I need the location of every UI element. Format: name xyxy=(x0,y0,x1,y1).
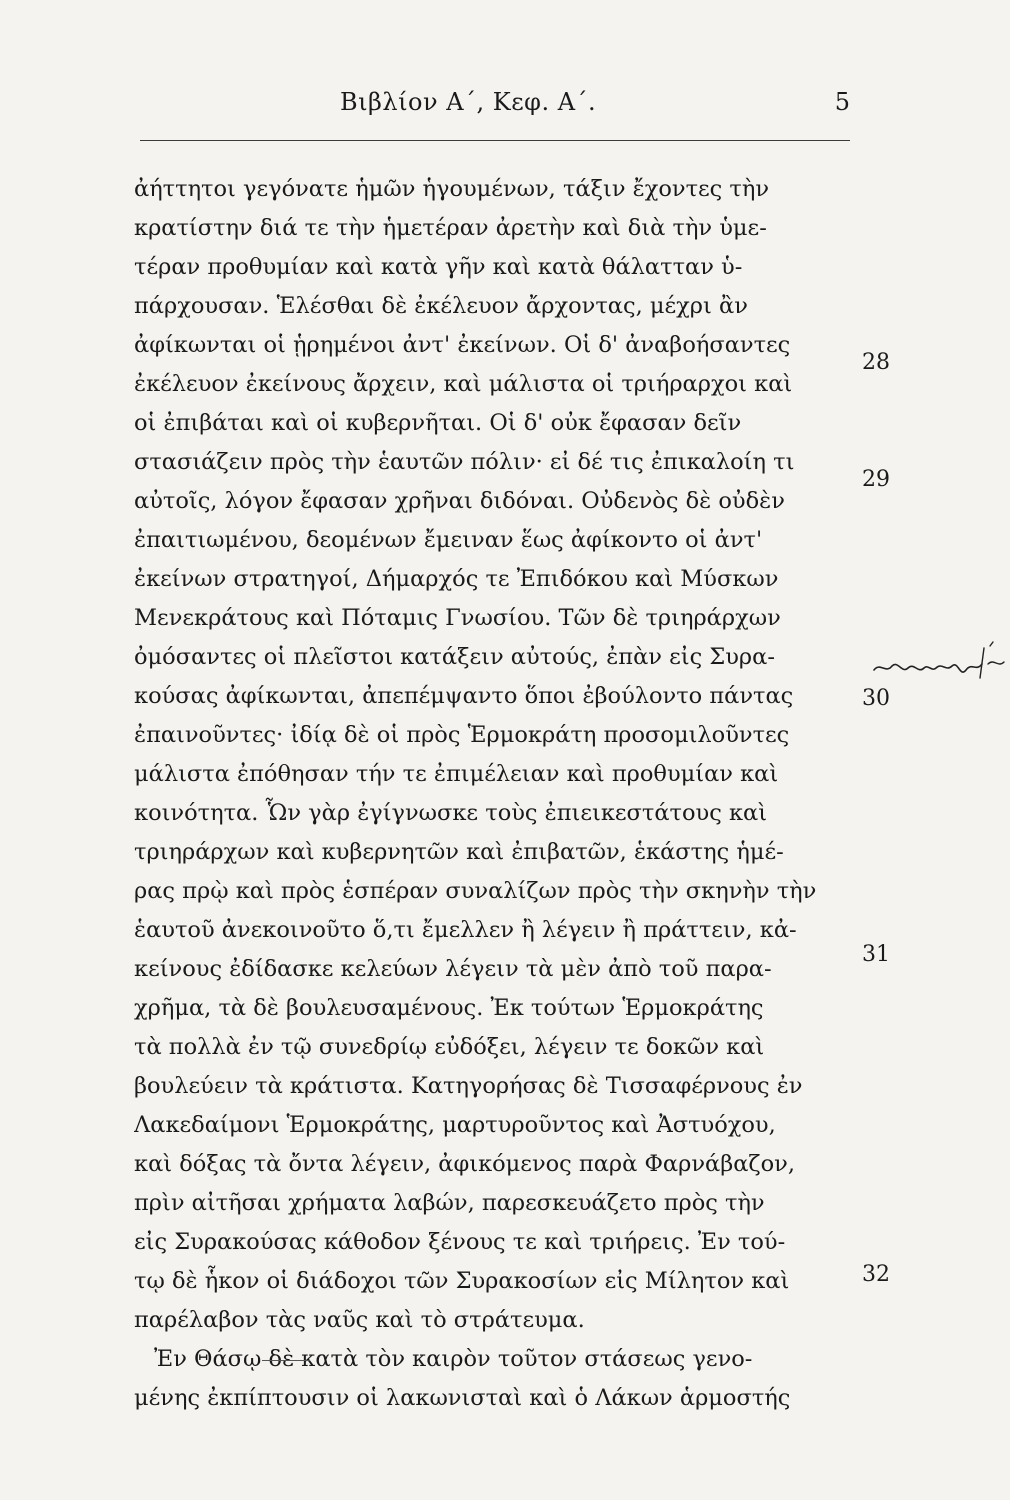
text-line: στασιάζειν πρὸς τὴν ἑαυτῶν πόλιν· εἰ δέ τις ἐπικαλοίη τι xyxy=(134,449,795,475)
page-header xyxy=(130,88,850,128)
text-line: ἐπαιτιωμένου, δεομένων ἔμειναν ἕως ἀφίκοντο οἱ ἀντ' xyxy=(134,527,763,553)
text-line: κοινότητα. Ὧν γὰρ ἐγίγνωσκε τοὺς ἐπιεικεστάτους καὶ xyxy=(134,800,768,826)
text-line: ὀμόσαντες οἱ πλεῖστοι κατάξειν αὐτούς, ἐπὰν εἰς Συρα- xyxy=(134,644,775,670)
header-rule xyxy=(140,140,850,141)
page-number: 5 xyxy=(834,88,850,116)
section-number: 32 xyxy=(862,1262,890,1287)
text-line: μένης ἐκπίπτουσιν οἱ λακωνισταὶ καὶ ὁ Λάκων ἁρμοστής xyxy=(134,1385,791,1411)
section-number: 31 xyxy=(862,942,890,967)
section-number: 30 xyxy=(862,686,890,711)
text-line: ἑαυτοῦ ἀνεκοινοῦτο ὅ,τι ἔμελλεν ἢ λέγειν ἢ πράττειν, κἀ- xyxy=(134,917,797,943)
text-line: Ἐν Θάσῳ δὲ κατὰ τὸν καιρὸν τοῦτον στάσεως γενο- xyxy=(154,1346,753,1372)
text-line: ἐπαινοῦντες· ἰδίᾳ δὲ οἱ πρὸς Ἑρμοκράτη προσομιλοῦντες xyxy=(134,722,790,748)
text-line: βουλεύειν τὰ κράτιστα. Κατηγορήσας δὲ Τισσαφέρνους ἐν xyxy=(134,1073,803,1099)
text-line: τέραν προθυμίαν καὶ κατὰ γῆν καὶ κατὰ θάλατταν ὑ- xyxy=(134,254,743,280)
section-number: 28 xyxy=(862,350,890,375)
text-line: τὰ πολλὰ ἐν τῷ συνεδρίῳ εὐδόξει, λέγειν τε δοκῶν καὶ xyxy=(134,1034,765,1060)
text-line: ἀφίκωνται οἱ ᾑρημένοι ἀντ' ἐκείνων. Οἱ δ' ἀναβοήσαντες xyxy=(134,332,791,358)
text-line: πρὶν αἰτῆσαι χρήματα λαβών, παρεσκευάζετο πρὸς τὴν xyxy=(134,1190,765,1216)
running-title: Βιβλίον Α΄, Κεφ. Α΄. xyxy=(340,88,597,116)
text-line: πάρχουσαν. Ἑλέσθαι δὲ ἐκέλευον ἄρχοντας, μέχρι ἂν xyxy=(134,293,748,319)
text-line: οἱ ἐπιβάται καὶ οἱ κυβερνῆται. Οἱ δ' οὐκ ἔφασαν δεῖν xyxy=(134,410,742,436)
text-line: ἀήττητοι γεγόνατε ἡμῶν ἡγουμένων, τάξιν ἔχοντες τὴν xyxy=(134,176,770,202)
handwritten-annotation xyxy=(872,638,1010,688)
body-text xyxy=(134,170,854,1418)
text-line: κούσας ἀφίκωνται, ἀπεπέμψαντο ὅποι ἐβούλοντο πάντας xyxy=(134,683,794,709)
text-line: εἰς Συρακούσας κάθοδον ξένους τε καὶ τριήρεις. Ἐν τού- xyxy=(134,1229,786,1255)
text-line: τριηράρχων καὶ κυβερνητῶν καὶ ἐπιβατῶν, ἑκάστης ἡμέ- xyxy=(134,839,784,865)
text-line: ρας πρῲ καὶ πρὸς ἑσπέραν συναλίζων πρὸς τὴν σκηνὴν τὴν xyxy=(134,878,817,904)
text-line: αὐτοῖς, λόγον ἔφασαν χρῆναι διδόναι. Οὐδενὸς δὲ οὐδὲν xyxy=(134,488,785,514)
section-number: 29 xyxy=(862,467,890,492)
text-line: κρατίστην διά τε τὴν ἡμετέραν ἀρετὴν καὶ διὰ τὴν ὑμε- xyxy=(134,215,767,241)
text-line: χρῆμα, τὰ δὲ βουλευσαμένους. Ἐκ τούτων Ἑρμοκράτης xyxy=(134,995,764,1021)
text-line: μάλιστα ἐπόθησαν τήν τε ἐπιμέλειαν καὶ προθυμίαν καὶ xyxy=(134,761,779,787)
section-numbers xyxy=(862,0,922,1500)
text-line: παρέλαβον τὰς ναῦς καὶ τὸ στράτευμα. xyxy=(134,1307,585,1333)
text-line: ἐκέλευον ἐκείνους ἄρχειν, καὶ μάλιστα οἱ τριήραρχοι καὶ xyxy=(134,371,793,397)
text-line: ἐκείνων στρατηγοί, Δήμαρχός τε Ἐπιδόκου καὶ Μύσκων xyxy=(134,566,779,592)
text-line: κείνους ἐδίδασκε κελεύων λέγειν τὰ μὲν ἀπὸ τοῦ παρα- xyxy=(134,956,772,982)
text-line: καὶ δόξας τὰ ὄντα λέγειν, ἀφικόμενος παρὰ Φαρνάβαζον, xyxy=(134,1151,796,1177)
text-line: Λακεδαίμονι Ἑρμοκράτης, μαρτυροῦντος καὶ Ἀστυόχου, xyxy=(134,1112,776,1138)
text-line: Μενεκράτους καὶ Πόταμις Γνωσίου. Τῶν δὲ τριηράρχων xyxy=(134,605,781,631)
footer-dash xyxy=(262,1360,310,1361)
text-line: τῳ δὲ ἧκον οἱ διάδοχοι τῶν Συρακοσίων εἰς Μίλητον καὶ xyxy=(134,1268,790,1294)
